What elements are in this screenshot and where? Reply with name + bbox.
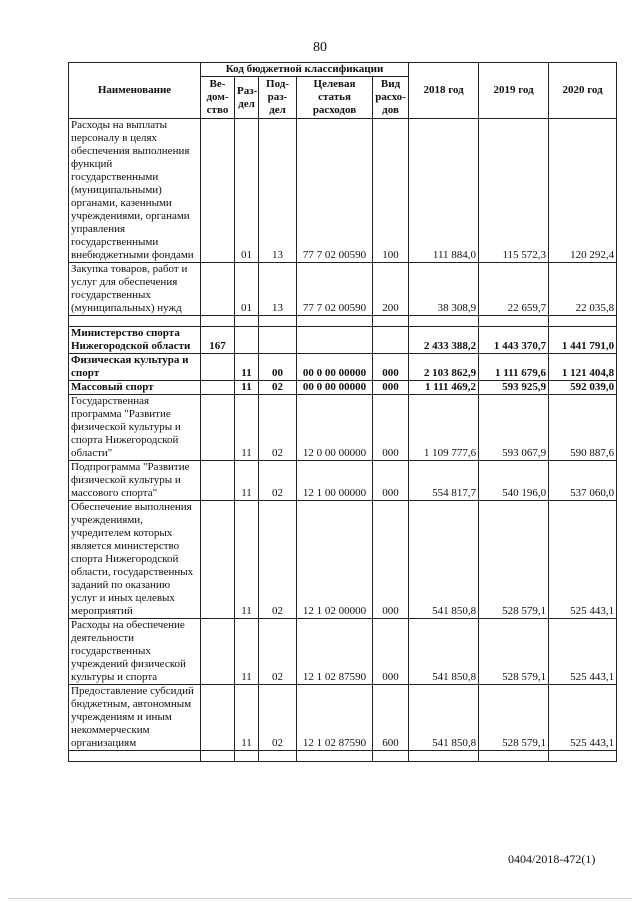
row-vedomstvo [201,619,235,685]
row-value-2019: 528 579,1 [479,619,549,685]
scan-edge-line [8,898,632,899]
row-tselevaya-statya [297,327,373,354]
row-name: Расходы на выплаты персоналу в целях обеспечения выполнения функций государственными (муниципальными) органами, казенными учреждениями, органами управления государственными внебюджетными фондами [69,119,201,263]
row-name: Предоставление субсидий бюджетным, автономным учреждениям и иным некоммерческим организациям [69,685,201,751]
row-vid-raskhodov: 200 [373,263,409,316]
table-row [69,461,617,501]
row-value-2019: 115 572,3 [479,119,549,263]
row-razdel: 11 [235,354,259,381]
row-vedomstvo [201,119,235,263]
row-value-2020: 590 887,6 [549,395,617,461]
row-value-2019: 593 067,9 [479,395,549,461]
row-name: Обеспечение выполнения учреждениями, учредителем которых является министерство спорта Нижегородской области, государственных заданий по оказанию услуг и иных целевых мероприятий [69,501,201,619]
row-value-2019: 528 579,1 [479,501,549,619]
spacer-cell [259,751,297,762]
row-tselevaya-statya: 12 1 02 87590 [297,685,373,751]
header-tselevaya-statya: Целевая статья расходов [297,77,373,119]
row-value-2018: 111 884,0 [409,119,479,263]
row-tselevaya-statya: 77 7 02 00590 [297,119,373,263]
row-value-2018: 541 850,8 [409,501,479,619]
row-value-2018: 1 109 777,6 [409,395,479,461]
spacer-cell [69,316,201,327]
row-value-2019: 528 579,1 [479,685,549,751]
header-podrazdel: Под- раз- дел [259,77,297,119]
row-value-2018: 2 103 862,9 [409,354,479,381]
header-2019: 2019 год [479,63,549,119]
row-name: Закупка товаров, работ и услуг для обеспечения государственных (муниципальных) нужд [69,263,201,316]
table-row [69,685,617,751]
row-value-2020: 525 443,1 [549,685,617,751]
row-podrazdel: 00 [259,354,297,381]
row-value-2020: 525 443,1 [549,619,617,685]
row-podrazdel: 02 [259,501,297,619]
row-vedomstvo [201,354,235,381]
row-value-2020: 1 441 791,0 [549,327,617,354]
row-tselevaya-statya: 00 0 00 00000 [297,381,373,395]
row-tselevaya-statya: 00 0 00 00000 [297,354,373,381]
row-vid-raskhodov: 000 [373,461,409,501]
row-name: Расходы на обеспечение деятельности государственных учреждений физической культуры и спорта [69,619,201,685]
row-tselevaya-statya: 12 1 02 87590 [297,619,373,685]
spacer-cell [201,751,235,762]
row-razdel: 01 [235,263,259,316]
row-vid-raskhodov: 000 [373,381,409,395]
row-value-2020: 525 443,1 [549,501,617,619]
row-value-2020: 592 039,0 [549,381,617,395]
spacer-cell [409,751,479,762]
spacer-row [69,751,617,762]
row-vid-raskhodov: 100 [373,119,409,263]
row-value-2019: 1 443 370,7 [479,327,549,354]
row-podrazdel [259,327,297,354]
row-name: Массовый спорт [69,381,201,395]
row-vedomstvo: 167 [201,327,235,354]
spacer-cell [373,751,409,762]
row-vedomstvo [201,501,235,619]
row-vid-raskhodov: 600 [373,685,409,751]
row-vedomstvo [201,395,235,461]
row-value-2020: 120 292,4 [549,119,617,263]
table-row [69,119,617,263]
header-vedomstvo: Ве- дом- ство [201,77,235,119]
row-razdel: 11 [235,381,259,395]
page-number: 80 [313,40,327,55]
row-name: Министерство спорта Нижегородской области [69,327,201,354]
row-podrazdel: 02 [259,395,297,461]
row-tselevaya-statya: 77 7 02 00590 [297,263,373,316]
row-value-2020: 1 121 404,8 [549,354,617,381]
row-value-2018: 541 850,8 [409,619,479,685]
spacer-cell [201,316,235,327]
row-vedomstvo [201,381,235,395]
row-tselevaya-statya: 12 1 00 00000 [297,461,373,501]
header-2020: 2020 год [549,63,617,119]
header-razdel: Раз- дел [235,77,259,119]
header-2018: 2018 год [409,63,479,119]
table-row [69,619,617,685]
document-code: 0404/2018-472(1) [508,852,596,866]
table-row [69,501,617,619]
row-podrazdel: 02 [259,619,297,685]
row-razdel [235,327,259,354]
spacer-cell [297,316,373,327]
row-name: Подпрограмма "Развитие физической культуры и массового спорта" [69,461,201,501]
table-row [69,327,617,354]
header-classification-group: Код бюджетной классификации [201,63,409,77]
row-value-2018: 554 817,7 [409,461,479,501]
spacer-cell [297,751,373,762]
spacer-cell [479,751,549,762]
row-podrazdel: 13 [259,119,297,263]
row-vid-raskhodov: 000 [373,395,409,461]
spacer-cell [409,316,479,327]
row-value-2018: 541 850,8 [409,685,479,751]
row-vedomstvo [201,461,235,501]
row-value-2018: 2 433 388,2 [409,327,479,354]
row-razdel: 11 [235,685,259,751]
header-vid-raskhodov: Вид расхо- дов [373,77,409,119]
spacer-cell [549,316,617,327]
budget-table [68,62,617,762]
row-razdel: 01 [235,119,259,263]
row-vid-raskhodov: 000 [373,619,409,685]
row-vid-raskhodov [373,327,409,354]
row-value-2018: 38 308,9 [409,263,479,316]
row-razdel: 11 [235,461,259,501]
row-vedomstvo [201,685,235,751]
row-vedomstvo [201,263,235,316]
spacer-cell [235,751,259,762]
row-podrazdel: 02 [259,685,297,751]
row-value-2020: 537 060,0 [549,461,617,501]
row-value-2019: 593 925,9 [479,381,549,395]
row-value-2019: 540 196,0 [479,461,549,501]
row-vid-raskhodov: 000 [373,354,409,381]
row-podrazdel: 13 [259,263,297,316]
row-vid-raskhodov: 000 [373,501,409,619]
row-value-2018: 1 111 469,2 [409,381,479,395]
spacer-cell [479,316,549,327]
table-row [69,263,617,316]
spacer-cell [235,316,259,327]
row-tselevaya-statya: 12 1 02 00000 [297,501,373,619]
table-row [69,354,617,381]
row-razdel: 11 [235,619,259,685]
row-podrazdel: 02 [259,461,297,501]
row-tselevaya-statya: 12 0 00 00000 [297,395,373,461]
row-podrazdel: 02 [259,381,297,395]
spacer-cell [373,316,409,327]
table-row [69,381,617,395]
spacer-row [69,316,617,327]
spacer-cell [259,316,297,327]
row-razdel: 11 [235,395,259,461]
header-name: Наименование [69,63,201,119]
table-row [69,395,617,461]
row-value-2020: 22 035,8 [549,263,617,316]
row-value-2019: 22 659,7 [479,263,549,316]
row-value-2019: 1 111 679,6 [479,354,549,381]
spacer-cell [69,751,201,762]
spacer-cell [549,751,617,762]
row-razdel: 11 [235,501,259,619]
row-name: Государственная программа "Развитие физической культуры и спорта Нижегородской области" [69,395,201,461]
row-name: Физическая культура и спорт [69,354,201,381]
